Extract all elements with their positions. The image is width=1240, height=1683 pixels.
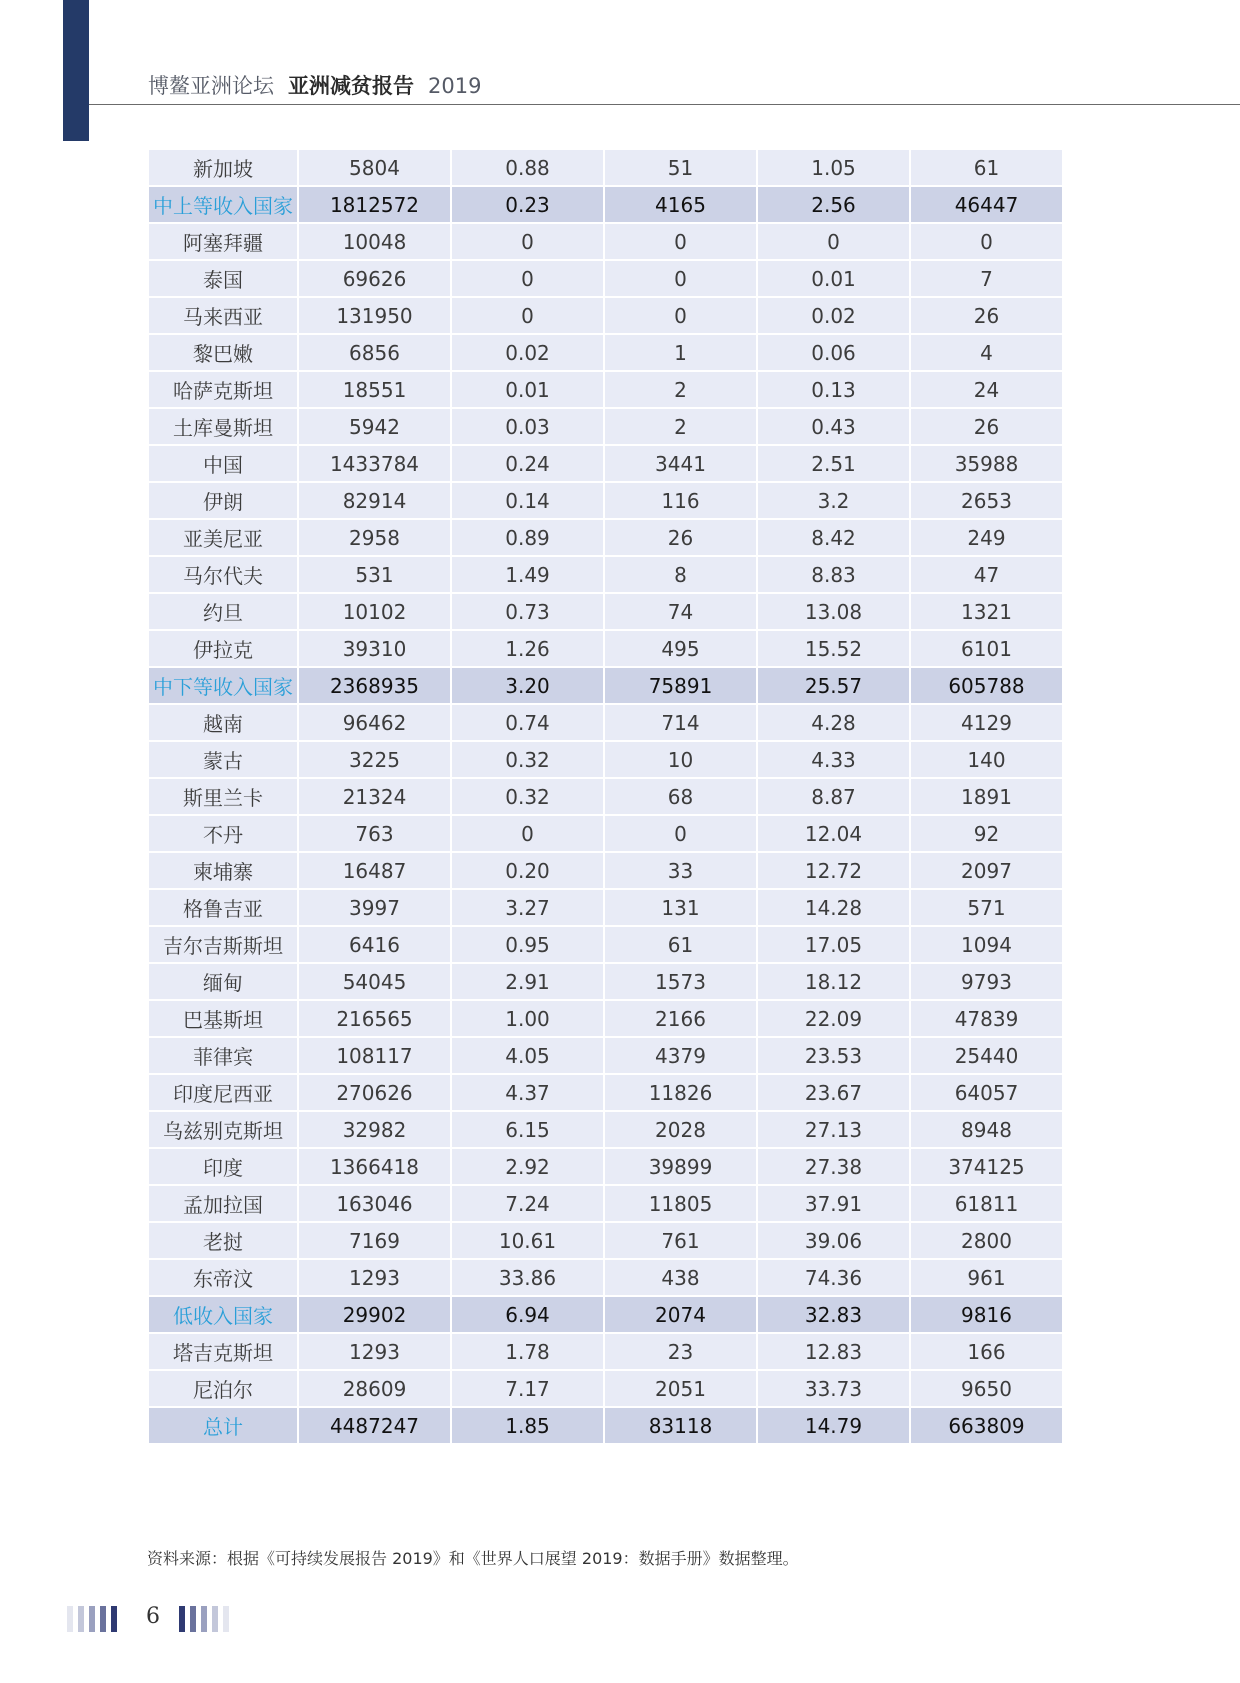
value-cell: 1321 bbox=[911, 594, 1062, 629]
country-name-cell: 印度尼西亚 bbox=[149, 1075, 297, 1110]
value-cell: 4.33 bbox=[758, 742, 909, 777]
value-cell: 24 bbox=[911, 372, 1062, 407]
table-row bbox=[149, 927, 1062, 962]
data-table bbox=[147, 148, 1064, 1445]
table-row bbox=[149, 594, 1062, 629]
value-cell: 17.05 bbox=[758, 927, 909, 962]
footer-stripes-right bbox=[179, 1606, 229, 1632]
value-cell: 3441 bbox=[605, 446, 756, 481]
table-row bbox=[149, 520, 1062, 555]
value-cell: 23.53 bbox=[758, 1038, 909, 1073]
value-cell: 1573 bbox=[605, 964, 756, 999]
country-name-cell: 老挝 bbox=[149, 1223, 297, 1258]
table-row bbox=[149, 1223, 1062, 1258]
value-cell: 2800 bbox=[911, 1223, 1062, 1258]
value-cell: 0 bbox=[911, 224, 1062, 259]
value-cell: 23.67 bbox=[758, 1075, 909, 1110]
value-cell: 0 bbox=[605, 816, 756, 851]
country-name-cell: 不丹 bbox=[149, 816, 297, 851]
value-cell: 39899 bbox=[605, 1149, 756, 1184]
value-cell: 3.20 bbox=[452, 668, 603, 703]
country-name-cell: 阿塞拜疆 bbox=[149, 224, 297, 259]
value-cell: 68 bbox=[605, 779, 756, 814]
country-name-cell: 约旦 bbox=[149, 594, 297, 629]
country-name-cell: 孟加拉国 bbox=[149, 1186, 297, 1221]
country-name-cell: 马来西亚 bbox=[149, 298, 297, 333]
value-cell: 15.52 bbox=[758, 631, 909, 666]
table-body bbox=[149, 150, 1062, 1443]
value-cell: 0.95 bbox=[452, 927, 603, 962]
table-row bbox=[149, 705, 1062, 740]
value-cell: 82914 bbox=[299, 483, 450, 518]
value-cell: 39.06 bbox=[758, 1223, 909, 1258]
table-row bbox=[149, 372, 1062, 407]
value-cell: 26 bbox=[911, 298, 1062, 333]
value-cell: 37.91 bbox=[758, 1186, 909, 1221]
value-cell: 495 bbox=[605, 631, 756, 666]
table-row bbox=[149, 779, 1062, 814]
table-row bbox=[149, 1075, 1062, 1110]
value-cell: 0.14 bbox=[452, 483, 603, 518]
value-cell: 96462 bbox=[299, 705, 450, 740]
value-cell: 2.51 bbox=[758, 446, 909, 481]
value-cell: 12.04 bbox=[758, 816, 909, 851]
table-group-row bbox=[149, 187, 1062, 222]
value-cell: 8948 bbox=[911, 1112, 1062, 1147]
value-cell: 14.79 bbox=[758, 1408, 909, 1443]
value-cell: 0.13 bbox=[758, 372, 909, 407]
value-cell: 6416 bbox=[299, 927, 450, 962]
table-row bbox=[149, 964, 1062, 999]
value-cell: 61 bbox=[605, 927, 756, 962]
source-note: 资料来源：根据《可持续发展报告 2019》和《世界人口展望 2019：数据手册》数据整理。 bbox=[147, 1549, 799, 1568]
country-name-cell: 土库曼斯坦 bbox=[149, 409, 297, 444]
value-cell: 33.73 bbox=[758, 1371, 909, 1406]
value-cell: 83118 bbox=[605, 1408, 756, 1443]
country-name-cell: 中国 bbox=[149, 446, 297, 481]
value-cell: 216565 bbox=[299, 1001, 450, 1036]
country-name-cell: 亚美尼亚 bbox=[149, 520, 297, 555]
value-cell: 4379 bbox=[605, 1038, 756, 1073]
value-cell: 18551 bbox=[299, 372, 450, 407]
table-row bbox=[149, 335, 1062, 370]
value-cell: 7169 bbox=[299, 1223, 450, 1258]
value-cell: 74.36 bbox=[758, 1260, 909, 1295]
value-cell: 571 bbox=[911, 890, 1062, 925]
value-cell: 131950 bbox=[299, 298, 450, 333]
value-cell: 1 bbox=[605, 335, 756, 370]
table-row bbox=[149, 631, 1062, 666]
value-cell: 0 bbox=[452, 816, 603, 851]
table-group-row bbox=[149, 668, 1062, 703]
value-cell: 51 bbox=[605, 150, 756, 185]
table-row bbox=[149, 261, 1062, 296]
value-cell: 0 bbox=[605, 298, 756, 333]
country-name-cell: 巴基斯坦 bbox=[149, 1001, 297, 1036]
value-cell: 25440 bbox=[911, 1038, 1062, 1073]
value-cell: 3.2 bbox=[758, 483, 909, 518]
header-forum: 博鳌亚洲论坛 bbox=[148, 74, 274, 98]
table-row bbox=[149, 1112, 1062, 1147]
value-cell: 2097 bbox=[911, 853, 1062, 888]
table-group-row bbox=[149, 1408, 1062, 1443]
header-rule bbox=[89, 104, 1240, 105]
value-cell: 4129 bbox=[911, 705, 1062, 740]
value-cell: 47 bbox=[911, 557, 1062, 592]
value-cell: 33.86 bbox=[452, 1260, 603, 1295]
value-cell: 438 bbox=[605, 1260, 756, 1295]
value-cell: 2.92 bbox=[452, 1149, 603, 1184]
value-cell: 25.57 bbox=[758, 668, 909, 703]
value-cell: 0 bbox=[452, 224, 603, 259]
value-cell: 1433784 bbox=[299, 446, 450, 481]
value-cell: 64057 bbox=[911, 1075, 1062, 1110]
table-row bbox=[149, 816, 1062, 851]
value-cell: 10102 bbox=[299, 594, 450, 629]
value-cell: 35988 bbox=[911, 446, 1062, 481]
value-cell: 27.13 bbox=[758, 1112, 909, 1147]
value-cell: 0.43 bbox=[758, 409, 909, 444]
table-row bbox=[149, 1186, 1062, 1221]
value-cell: 249 bbox=[911, 520, 1062, 555]
value-cell: 5804 bbox=[299, 150, 450, 185]
value-cell: 1293 bbox=[299, 1334, 450, 1369]
country-name-cell: 泰国 bbox=[149, 261, 297, 296]
value-cell: 54045 bbox=[299, 964, 450, 999]
value-cell: 166 bbox=[911, 1334, 1062, 1369]
table-row bbox=[149, 1260, 1062, 1295]
value-cell: 8.87 bbox=[758, 779, 909, 814]
table-row bbox=[149, 557, 1062, 592]
table-row bbox=[149, 1334, 1062, 1369]
value-cell: 3225 bbox=[299, 742, 450, 777]
value-cell: 0 bbox=[452, 261, 603, 296]
value-cell: 2166 bbox=[605, 1001, 756, 1036]
value-cell: 0.02 bbox=[758, 298, 909, 333]
value-cell: 75891 bbox=[605, 668, 756, 703]
country-name-cell: 新加坡 bbox=[149, 150, 297, 185]
value-cell: 605788 bbox=[911, 668, 1062, 703]
value-cell: 0 bbox=[605, 224, 756, 259]
value-cell: 11805 bbox=[605, 1186, 756, 1221]
value-cell: 61 bbox=[911, 150, 1062, 185]
value-cell: 1891 bbox=[911, 779, 1062, 814]
country-name-cell: 马尔代夫 bbox=[149, 557, 297, 592]
table-row bbox=[149, 1038, 1062, 1073]
country-name-cell: 乌兹别克斯坦 bbox=[149, 1112, 297, 1147]
country-name-cell: 蒙古 bbox=[149, 742, 297, 777]
table-row bbox=[149, 1149, 1062, 1184]
table-row bbox=[149, 890, 1062, 925]
value-cell: 0.01 bbox=[452, 372, 603, 407]
header-report-title: 亚洲减贫报告 bbox=[288, 73, 414, 98]
value-cell: 1094 bbox=[911, 927, 1062, 962]
value-cell: 0.73 bbox=[452, 594, 603, 629]
table-row bbox=[149, 1001, 1062, 1036]
table-group-row bbox=[149, 1297, 1062, 1332]
value-cell: 14.28 bbox=[758, 890, 909, 925]
value-cell: 4487247 bbox=[299, 1408, 450, 1443]
value-cell: 663809 bbox=[911, 1408, 1062, 1443]
country-name-cell: 缅甸 bbox=[149, 964, 297, 999]
value-cell: 763 bbox=[299, 816, 450, 851]
value-cell: 6.15 bbox=[452, 1112, 603, 1147]
country-name-cell: 印度 bbox=[149, 1149, 297, 1184]
value-cell: 0.74 bbox=[452, 705, 603, 740]
value-cell: 0.88 bbox=[452, 150, 603, 185]
value-cell: 0.32 bbox=[452, 742, 603, 777]
value-cell: 92 bbox=[911, 816, 1062, 851]
value-cell: 23 bbox=[605, 1334, 756, 1369]
table-row bbox=[149, 446, 1062, 481]
value-cell: 2 bbox=[605, 372, 756, 407]
value-cell: 0.01 bbox=[758, 261, 909, 296]
value-cell: 2368935 bbox=[299, 668, 450, 703]
value-cell: 0.23 bbox=[452, 187, 603, 222]
page-number: 6 bbox=[146, 1604, 160, 1629]
value-cell: 3997 bbox=[299, 890, 450, 925]
footer-stripes-left bbox=[67, 1606, 117, 1632]
country-name-cell: 格鲁吉亚 bbox=[149, 890, 297, 925]
value-cell: 0 bbox=[605, 261, 756, 296]
value-cell: 714 bbox=[605, 705, 756, 740]
value-cell: 163046 bbox=[299, 1186, 450, 1221]
value-cell: 46447 bbox=[911, 187, 1062, 222]
value-cell: 531 bbox=[299, 557, 450, 592]
value-cell: 4 bbox=[911, 335, 1062, 370]
value-cell: 61811 bbox=[911, 1186, 1062, 1221]
value-cell: 4.05 bbox=[452, 1038, 603, 1073]
value-cell: 2.56 bbox=[758, 187, 909, 222]
country-name-cell: 伊朗 bbox=[149, 483, 297, 518]
value-cell: 8.83 bbox=[758, 557, 909, 592]
value-cell: 4.37 bbox=[452, 1075, 603, 1110]
country-name-cell: 东帝汶 bbox=[149, 1260, 297, 1295]
country-name-cell: 斯里兰卡 bbox=[149, 779, 297, 814]
value-cell: 1812572 bbox=[299, 187, 450, 222]
value-cell: 21324 bbox=[299, 779, 450, 814]
value-cell: 0 bbox=[758, 224, 909, 259]
value-cell: 4165 bbox=[605, 187, 756, 222]
header-year: 2019 bbox=[428, 74, 482, 98]
country-name-cell: 菲律宾 bbox=[149, 1038, 297, 1073]
value-cell: 2958 bbox=[299, 520, 450, 555]
value-cell: 0.03 bbox=[452, 409, 603, 444]
value-cell: 6101 bbox=[911, 631, 1062, 666]
value-cell: 6856 bbox=[299, 335, 450, 370]
value-cell: 108117 bbox=[299, 1038, 450, 1073]
value-cell: 8.42 bbox=[758, 520, 909, 555]
country-name-cell: 中上等收入国家 bbox=[149, 187, 297, 222]
country-name-cell: 低收入国家 bbox=[149, 1297, 297, 1332]
value-cell: 116 bbox=[605, 483, 756, 518]
value-cell: 11826 bbox=[605, 1075, 756, 1110]
value-cell: 10048 bbox=[299, 224, 450, 259]
country-name-cell: 吉尔吉斯斯坦 bbox=[149, 927, 297, 962]
value-cell: 2 bbox=[605, 409, 756, 444]
value-cell: 33 bbox=[605, 853, 756, 888]
value-cell: 18.12 bbox=[758, 964, 909, 999]
country-name-cell: 越南 bbox=[149, 705, 297, 740]
value-cell: 3.27 bbox=[452, 890, 603, 925]
value-cell: 140 bbox=[911, 742, 1062, 777]
value-cell: 9793 bbox=[911, 964, 1062, 999]
value-cell: 47839 bbox=[911, 1001, 1062, 1036]
country-name-cell: 尼泊尔 bbox=[149, 1371, 297, 1406]
table-row bbox=[149, 742, 1062, 777]
value-cell: 1293 bbox=[299, 1260, 450, 1295]
value-cell: 0.02 bbox=[452, 335, 603, 370]
value-cell: 5942 bbox=[299, 409, 450, 444]
value-cell: 7.17 bbox=[452, 1371, 603, 1406]
value-cell: 374125 bbox=[911, 1149, 1062, 1184]
value-cell: 26 bbox=[911, 409, 1062, 444]
value-cell: 9650 bbox=[911, 1371, 1062, 1406]
value-cell: 26 bbox=[605, 520, 756, 555]
table-row bbox=[149, 853, 1062, 888]
value-cell: 1.00 bbox=[452, 1001, 603, 1036]
side-accent-bar bbox=[63, 0, 89, 141]
value-cell: 4.28 bbox=[758, 705, 909, 740]
value-cell: 1.49 bbox=[452, 557, 603, 592]
country-name-cell: 中下等收入国家 bbox=[149, 668, 297, 703]
value-cell: 1.85 bbox=[452, 1408, 603, 1443]
country-name-cell: 柬埔寨 bbox=[149, 853, 297, 888]
table-row bbox=[149, 150, 1062, 185]
value-cell: 0.20 bbox=[452, 853, 603, 888]
country-name-cell: 塔吉克斯坦 bbox=[149, 1334, 297, 1369]
value-cell: 13.08 bbox=[758, 594, 909, 629]
table-row bbox=[149, 298, 1062, 333]
value-cell: 0.89 bbox=[452, 520, 603, 555]
value-cell: 28609 bbox=[299, 1371, 450, 1406]
table-row bbox=[149, 1371, 1062, 1406]
value-cell: 6.94 bbox=[452, 1297, 603, 1332]
value-cell: 0 bbox=[452, 298, 603, 333]
value-cell: 8 bbox=[605, 557, 756, 592]
value-cell: 74 bbox=[605, 594, 756, 629]
country-name-cell: 黎巴嫩 bbox=[149, 335, 297, 370]
value-cell: 2074 bbox=[605, 1297, 756, 1332]
value-cell: 2.91 bbox=[452, 964, 603, 999]
value-cell: 2051 bbox=[605, 1371, 756, 1406]
value-cell: 69626 bbox=[299, 261, 450, 296]
table-row bbox=[149, 483, 1062, 518]
value-cell: 12.83 bbox=[758, 1334, 909, 1369]
value-cell: 7.24 bbox=[452, 1186, 603, 1221]
value-cell: 7 bbox=[911, 261, 1062, 296]
value-cell: 29902 bbox=[299, 1297, 450, 1332]
value-cell: 270626 bbox=[299, 1075, 450, 1110]
value-cell: 39310 bbox=[299, 631, 450, 666]
value-cell: 32.83 bbox=[758, 1297, 909, 1332]
value-cell: 761 bbox=[605, 1223, 756, 1258]
value-cell: 0.32 bbox=[452, 779, 603, 814]
value-cell: 16487 bbox=[299, 853, 450, 888]
value-cell: 1.05 bbox=[758, 150, 909, 185]
value-cell: 961 bbox=[911, 1260, 1062, 1295]
table-row bbox=[149, 409, 1062, 444]
value-cell: 32982 bbox=[299, 1112, 450, 1147]
value-cell: 0.24 bbox=[452, 446, 603, 481]
value-cell: 9816 bbox=[911, 1297, 1062, 1332]
table-row bbox=[149, 224, 1062, 259]
value-cell: 27.38 bbox=[758, 1149, 909, 1184]
country-name-cell: 哈萨克斯坦 bbox=[149, 372, 297, 407]
value-cell: 10.61 bbox=[452, 1223, 603, 1258]
country-name-cell: 伊拉克 bbox=[149, 631, 297, 666]
value-cell: 1366418 bbox=[299, 1149, 450, 1184]
value-cell: 1.78 bbox=[452, 1334, 603, 1369]
country-name-cell: 总计 bbox=[149, 1408, 297, 1443]
value-cell: 22.09 bbox=[758, 1001, 909, 1036]
value-cell: 1.26 bbox=[452, 631, 603, 666]
value-cell: 131 bbox=[605, 890, 756, 925]
value-cell: 12.72 bbox=[758, 853, 909, 888]
value-cell: 10 bbox=[605, 742, 756, 777]
running-header bbox=[148, 70, 481, 100]
value-cell: 2653 bbox=[911, 483, 1062, 518]
value-cell: 2028 bbox=[605, 1112, 756, 1147]
value-cell: 0.06 bbox=[758, 335, 909, 370]
